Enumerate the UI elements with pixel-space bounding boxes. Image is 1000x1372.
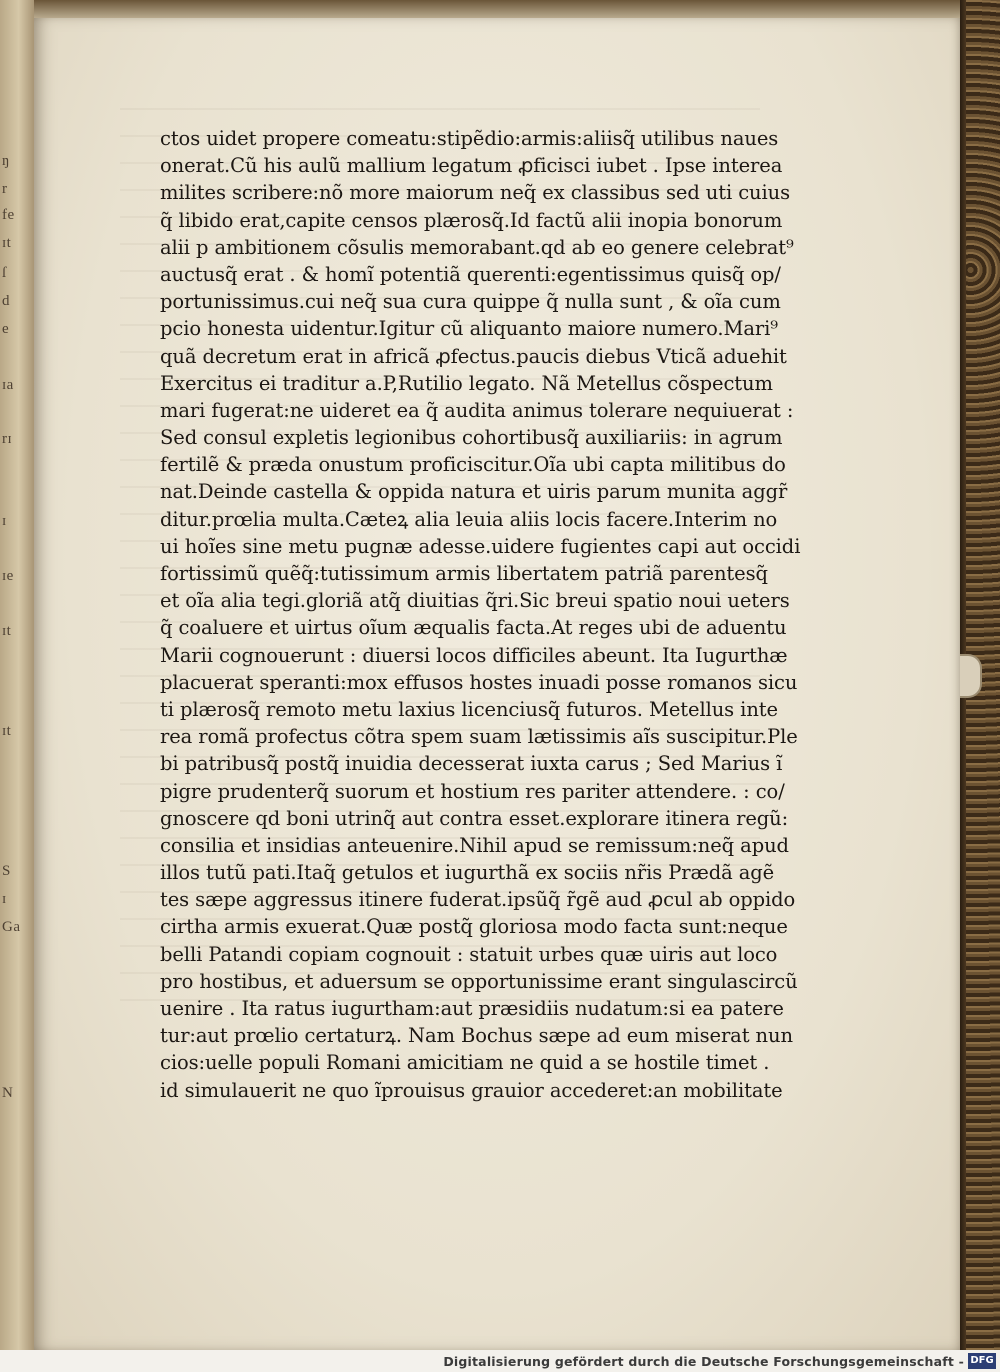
digitization-footer: [0, 1350, 1000, 1372]
text-line: ditur.prœlia multa.Cæteꝝ alia leuia aliis locis facere.Interim no: [160, 507, 778, 531]
prev-leaf-margin-text-5: ſ: [2, 265, 7, 281]
text-line: id simulauerit ne quo ĩprouisus grauior accederet:an mobilitate: [160, 1078, 783, 1102]
text-line: Sed consul expletis legionibus cohortibusq̃ auxiliariis: in agrum: [160, 426, 783, 450]
text-line: placuerat speranti:mox effusos hostes inuadi posse romanos sicu: [160, 670, 798, 694]
text-line: cirtha armis exuerat.Quæ postq̃ gloriosa modo facta sunt:neque: [160, 915, 788, 939]
text-line: fertilẽ & præda onustum proficiscitur.Oĩa ubi capta militibus do: [160, 453, 786, 477]
text-line: rea romã profectus cõtra spem suam lætissimis aĩs suscipitur.Ple: [160, 725, 798, 749]
text-line: bi patribusq̃ postq̃ inuidia decesserat iuxta carus ; Sed Marius ĩ: [160, 752, 783, 776]
prev-leaf-margin-text-38: ɪt: [2, 723, 12, 739]
text-line: quã decretum erat in africã ꝓfectus.paucis diebus Vticã aduehit: [160, 344, 787, 368]
incunable-text-block: [160, 125, 801, 1104]
funding-notice: Digitalisierung gefördert durch die Deutsche Forschungsgemeinschaft -: [443, 1354, 964, 1369]
text-line: gnoscere qd boni utrinq̃ aut contra esset.explorare itinera regũ:: [160, 806, 789, 830]
prev-leaf-margin-text-7: e: [2, 321, 10, 337]
prev-leaf-margin-text-40: S: [2, 863, 11, 879]
page-tab-clip: [960, 654, 982, 698]
prev-leaf-margin-text-1: ŋ: [2, 153, 10, 169]
prev-leaf-margin-text-11: rɪ: [2, 431, 13, 447]
prev-leaf-margin-text-16: ɪe: [2, 568, 14, 584]
text-line: mari fugerat:ne uideret ea q̃ audita animus tolerare nequiuerat :: [160, 398, 794, 422]
text-line: ctos uidet propere comeatu:stipẽdio:armis:aliisq̃ utilibus naues: [160, 127, 779, 150]
text-line: pcio honesta uidentur.Igitur cũ aliquanto maiore numero.Mari⁹: [160, 317, 778, 341]
prev-leaf-margin-text-3: fe: [2, 207, 15, 223]
text-line: q̃ libido erat,capite censos plærosq̃.Id factũ alii inopia bonorum: [160, 208, 783, 232]
text-line: consilia et insidias anteuenire.Nihil apud se remissum:neq̃ apud: [160, 833, 789, 857]
text-line: illos tutũ pati.Itaq̃ getulos et iugurthã ex sociis nr̃is Prædã agẽ: [160, 861, 775, 885]
dfg-logo: DFG: [968, 1353, 996, 1369]
text-line: Exercitus ei traditur a.P,Rutilio legato. Nã Metellus cõspectum: [160, 371, 773, 395]
prev-leaf-margin-text-6: d: [2, 293, 10, 309]
text-line: auctusq̃ erat . & homĩ potentiã querenti:egentissimus quisq̃ op/: [160, 262, 781, 286]
text-line: cios:uelle populi Romani amicitiam ne quid a se hostile timet .: [160, 1051, 770, 1075]
text-line: onerat.Cũ his aulũ mallium legatum ꝓficisci iubet . Ipse interea: [160, 154, 783, 178]
prev-leaf-margin-text-43: N: [2, 1085, 14, 1101]
prev-leaf-margin-text-41: ɪ: [2, 891, 7, 907]
text-line: pro hostibus, et aduersum se opportunissime erant singulascircũ: [160, 969, 798, 993]
text-line: pigre prudenterq̃ suorum et hostium res pariter attendere. : co/: [160, 779, 785, 803]
text-line: tur:aut prœlio certaturꝝ. Nam Bochus sæpe ad eum miserat nun: [160, 1024, 793, 1048]
text-line: ui hoĩes sine metu pugnæ adesse.uidere fugientes capi aut occidi: [160, 534, 801, 558]
text-line: Marii cognouerunt : diuersi locos difficiles abeunt. Ita Iugurthæ: [160, 643, 788, 667]
prev-leaf-margin-text-14: ɪ: [2, 513, 7, 529]
prev-leaf-margin-text-42: Ga: [2, 919, 21, 935]
text-line: et oĩa alia tegi.gloriã atq̃ diuitias q̃ri.Sic breui spatio noui ueters: [160, 589, 790, 613]
text-line: uenire . Ita ratus iugurtham:aut præsidiis nudatum:si ea patere: [160, 997, 784, 1020]
text-line: alii p ambitionem cõsulis memorabant.qd ab eo genere celebrat⁹: [160, 235, 794, 259]
text-line: ti plærosq̃ remoto metu laxius licenciusq̃ futuros. Metellus inte: [160, 697, 778, 721]
prev-leaf-margin-text-4: ɪt: [2, 235, 12, 251]
prev-leaf-margin-text-18: ɪt: [2, 623, 12, 639]
text-line: nat.Deinde castella & oppida natura et uiris parum munita aggr̃: [160, 480, 788, 504]
prev-leaf-margin-text-2: r: [2, 181, 8, 197]
prev-leaf-margin-text-9: ɪa: [2, 377, 14, 393]
text-line: q̃ coaluere et uirtus oĩum æqualis facta.At reges ubi de aduentu: [160, 616, 787, 640]
text-line: portunissimus.cui neq̃ sua cura quippe q̃ nulla sunt , & oĩa cum: [160, 290, 781, 314]
text-line: fortissimũ quẽq̃:tutissimum armis libertatem patriã parentesq̃: [160, 562, 768, 585]
text-line: belli Patandi copiam cognouit : statuit urbes quæ uiris aut loco: [160, 942, 778, 966]
text-line: tes sæpe aggressus itinere fuderat.ipsũq̃ r̃gẽ aud ꝓcul ab oppido: [160, 888, 796, 912]
text-line: milites scribere:nõ more maiorum neq̃ ex classibus sed uti cuius: [160, 181, 791, 205]
previous-leaf-edge: [0, 0, 34, 1350]
